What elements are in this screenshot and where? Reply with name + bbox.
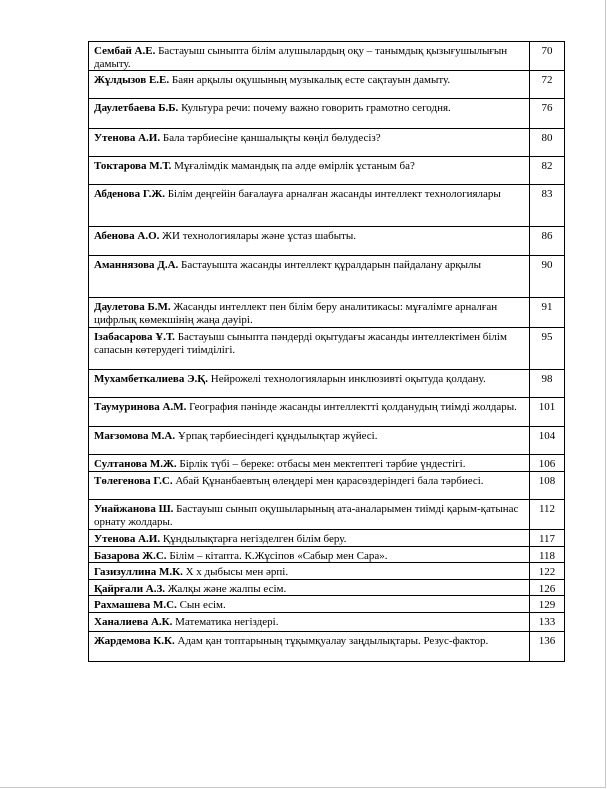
entry-cell — [89, 455, 530, 472]
page-number: 136 — [530, 632, 565, 662]
author-name: Султанова М.Ж. — [94, 458, 177, 470]
contents-table — [88, 41, 565, 662]
entry-title: Мұғалімдік мамандық па әлде өмірлік ұстаным ба? — [174, 160, 415, 172]
author-name: Абденова Г.Ж. — [94, 188, 165, 200]
page-number: 90 — [530, 256, 565, 298]
entry-title: Х х дыбысы мен әрпі. — [185, 566, 289, 578]
page-number: 101 — [530, 398, 565, 427]
entry-title: Ұрпақ тәрбиесіндегі құндылықтар жүйесі. — [177, 430, 378, 442]
page-number: 98 — [530, 370, 565, 398]
entry-title: Бірлік түбі – береке: отбасы мен мектептегі тәрбие үндестігі. — [179, 458, 466, 470]
author-name: Төлегенова Г.С. — [94, 475, 173, 487]
entry-title: Баян арқылы оқушының музыкалық есте сақтауын дамыту. — [171, 74, 451, 86]
author-name: Утенова А.И. — [94, 132, 161, 144]
table-row — [89, 546, 565, 563]
table-row — [89, 500, 565, 530]
entry-cell — [89, 42, 530, 71]
entry-cell — [89, 398, 530, 427]
page-number: 122 — [530, 563, 565, 580]
entry-cell — [89, 563, 530, 580]
page-number: 108 — [530, 472, 565, 500]
table-row — [89, 455, 565, 472]
entry-cell — [89, 427, 530, 455]
table-row — [89, 298, 565, 328]
page-number: 104 — [530, 427, 565, 455]
author-name: Қайрғали А.З. — [94, 582, 166, 595]
page-number: 91 — [530, 298, 565, 328]
author-name: Ізабасарова Ұ.Т. — [94, 331, 175, 343]
page-number: 70 — [530, 42, 565, 71]
entry-cell — [89, 613, 530, 632]
page-number: 83 — [530, 185, 565, 227]
entry-title: Абай Құнанбаевтың өлеңдері мен қарасөздеріндегі бала тәрбиесі. — [175, 475, 484, 487]
entry-title: Бастауыш сыныпта білім алушылардың оқу – танымдық қызығушылығын дамыту. — [94, 45, 508, 70]
entry-title: Бастауышта жасанды интеллект құралдарын пайдалану арқылы — [181, 259, 481, 271]
page-number: 76 — [530, 99, 565, 129]
author-name: Жұлдызов Е.Е. — [94, 74, 170, 86]
author-name: Таумуринова А.М. — [94, 401, 187, 413]
entry-cell — [89, 227, 530, 256]
table-row — [89, 42, 565, 71]
entry-title: Білім – кітапта. К.Жұсіпов «Сабыр мен Сара». — [169, 549, 388, 562]
author-name: Мухамбеткалиева Э.Қ. — [94, 373, 209, 385]
table-row — [89, 99, 565, 129]
entry-title: Жалқы және жалпы есім. — [167, 582, 287, 595]
page-number: 126 — [530, 579, 565, 596]
page-number: 86 — [530, 227, 565, 256]
entry-cell — [89, 328, 530, 370]
entry-title: Сын есім. — [179, 599, 226, 611]
entry-title: Жасанды интеллект пен білім беру аналитикасы: мұғалімге арналған цифрлық көмекшінің жаңа дәуірі. — [94, 301, 498, 326]
author-name: Абенова А.О. — [94, 230, 160, 242]
entry-cell — [89, 256, 530, 298]
entry-cell — [89, 185, 530, 227]
page-number: 117 — [530, 530, 565, 547]
entry-title: Бала тәрбиесіне қаншалықты көңіл бөлудесіз? — [162, 132, 381, 144]
entry-title: Нейрожелі технологияларын инклюзивті оқытуда қолдану. — [210, 373, 486, 385]
table-row — [89, 530, 565, 547]
entry-cell — [89, 71, 530, 99]
author-name: Рахмашева М.С. — [94, 599, 177, 611]
table-row — [89, 613, 565, 632]
table-row — [89, 129, 565, 157]
table-row — [89, 596, 565, 613]
table-row — [89, 632, 565, 662]
entry-cell — [89, 99, 530, 129]
entry-title: Құндылықтарға негізделген білім беру. — [162, 533, 347, 545]
page-number: 72 — [530, 71, 565, 99]
table-row — [89, 563, 565, 580]
entry-title: Бастауыш сыныпта пәндерді оқытудағы жасанды интеллектімен білім сапасын көтерудегі тиімділігі. — [94, 331, 507, 356]
entry-title: Бастауыш сынып оқушыларының ата-аналарымен тиімді қарым-қатынас орнату жолдары. — [94, 503, 519, 528]
entry-cell — [89, 530, 530, 547]
table-row — [89, 71, 565, 99]
page-number: 118 — [530, 546, 565, 563]
author-name: Унайжанова Ш. — [94, 503, 174, 515]
author-name: Жардемова К.К. — [94, 635, 175, 647]
table-row — [89, 579, 565, 596]
table-row — [89, 256, 565, 298]
table-row — [89, 185, 565, 227]
table-row — [89, 427, 565, 455]
table-row — [89, 157, 565, 185]
author-name: Мағзомова М.А. — [94, 430, 176, 442]
author-name: Даулетова Б.М. — [94, 301, 171, 313]
entry-cell — [89, 298, 530, 328]
entry-title: Білім деңгейін бағалауға арналған жасанды интеллект технологиялары — [167, 188, 501, 200]
entry-cell — [89, 546, 530, 563]
entry-cell — [89, 129, 530, 157]
entry-title: Адам қан топтарының тұқымқуалау заңдылықтары. Резус-фактор. — [177, 635, 489, 647]
page-number: 133 — [530, 613, 565, 632]
page-number: 80 — [530, 129, 565, 157]
author-name: Ханалиева А.К. — [94, 616, 173, 628]
author-name: Базарова Ж.С. — [94, 549, 167, 562]
author-name: Аманнязова Д.А. — [94, 259, 179, 271]
entry-cell — [89, 500, 530, 530]
entry-cell — [89, 157, 530, 185]
entry-title: ЖИ технологиялары және ұстаз шабыты. — [162, 230, 357, 242]
entry-cell — [89, 596, 530, 613]
author-name: Токтарова М.Т. — [94, 160, 172, 172]
author-name: Даулетбаева Б.Б. — [94, 102, 179, 114]
entry-title: Математика негіздері. — [175, 616, 279, 628]
table-row — [89, 328, 565, 370]
page-number: 95 — [530, 328, 565, 370]
entry-cell — [89, 632, 530, 662]
entry-title: География пәнінде жасанды интеллектті қолданудың тиімді жолдары. — [189, 401, 517, 413]
author-name: Сембай А.Е. — [94, 45, 156, 57]
entry-cell — [89, 579, 530, 596]
entry-cell — [89, 472, 530, 500]
author-name: Утенова А.И. — [94, 533, 161, 545]
page-number: 82 — [530, 157, 565, 185]
entry-title: Культура речи: почему важно говорить грамотно сегодня. — [181, 102, 451, 114]
table-row — [89, 370, 565, 398]
page-number: 106 — [530, 455, 565, 472]
author-name: Газизуллина М.К. — [94, 566, 183, 578]
entry-cell — [89, 370, 530, 398]
page-number: 112 — [530, 500, 565, 530]
table-row — [89, 472, 565, 500]
page-number: 129 — [530, 596, 565, 613]
table-row — [89, 398, 565, 427]
table-row — [89, 227, 565, 256]
